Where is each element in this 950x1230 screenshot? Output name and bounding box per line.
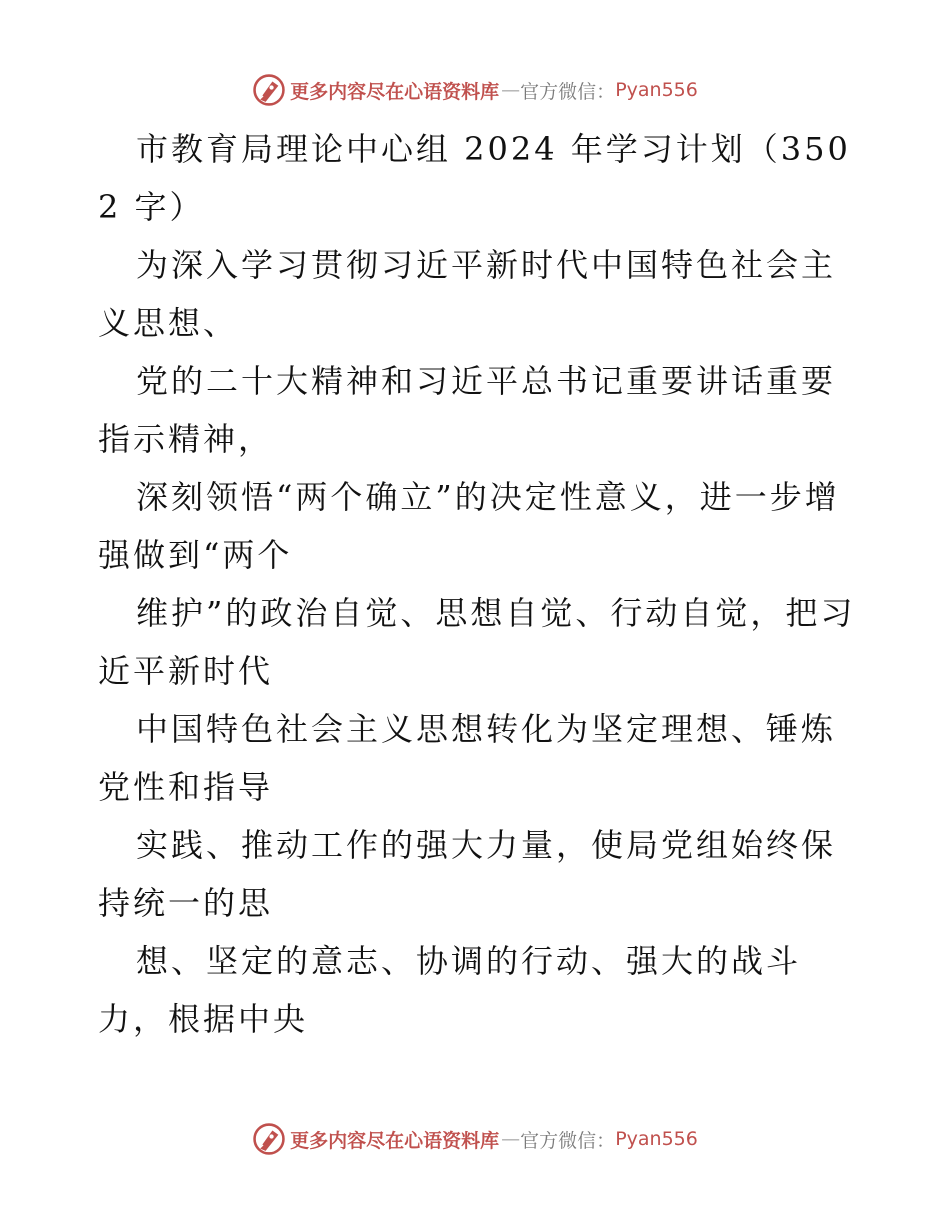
document-body <box>98 120 858 1048</box>
watermark-main-text: 更多内容尽在心语资料库 <box>290 80 500 103</box>
watermark-separator: — <box>501 1128 519 1150</box>
pen-nib-logo-icon <box>252 1122 286 1156</box>
body-paragraph: 党的二十大精神和习近平总书记重要讲话重要指示精神， <box>98 362 837 458</box>
body-paragraph: 实践、推动工作的强大力量，使局党组始终保持统一的思 <box>98 826 837 922</box>
watermark-separator: — <box>501 79 519 101</box>
header-watermark <box>0 70 950 110</box>
body-paragraph: 中国特色社会主义思想转化为坚定理想、锤炼党性和指导 <box>98 710 837 806</box>
watermark-wechat-account: Pyan556 <box>615 1128 698 1150</box>
footer-watermark <box>0 1119 950 1159</box>
body-paragraph: 想、坚定的意志、协调的行动、强大的战斗力，根据中央 <box>98 942 802 1038</box>
document-title: 市教育局理论中心组 2024 年学习计划（3502 字） <box>98 130 851 226</box>
body-paragraph: 深刻领悟“两个确立”的决定性意义，进一步增强做到“两个 <box>98 478 840 574</box>
watermark-main-text: 更多内容尽在心语资料库 <box>290 1129 500 1152</box>
body-paragraph: 维护”的政治自觉、思想自觉、行动自觉，把习近平新时代 <box>98 594 856 690</box>
body-paragraph: 为深入学习贯彻习近平新时代中国特色社会主义思想、 <box>98 246 837 342</box>
watermark-wechat-label: 官方微信： <box>520 80 616 103</box>
watermark-wechat-label: 官方微信： <box>520 1129 616 1152</box>
pen-nib-logo-icon <box>252 73 286 107</box>
watermark-wechat-account: Pyan556 <box>615 79 698 101</box>
